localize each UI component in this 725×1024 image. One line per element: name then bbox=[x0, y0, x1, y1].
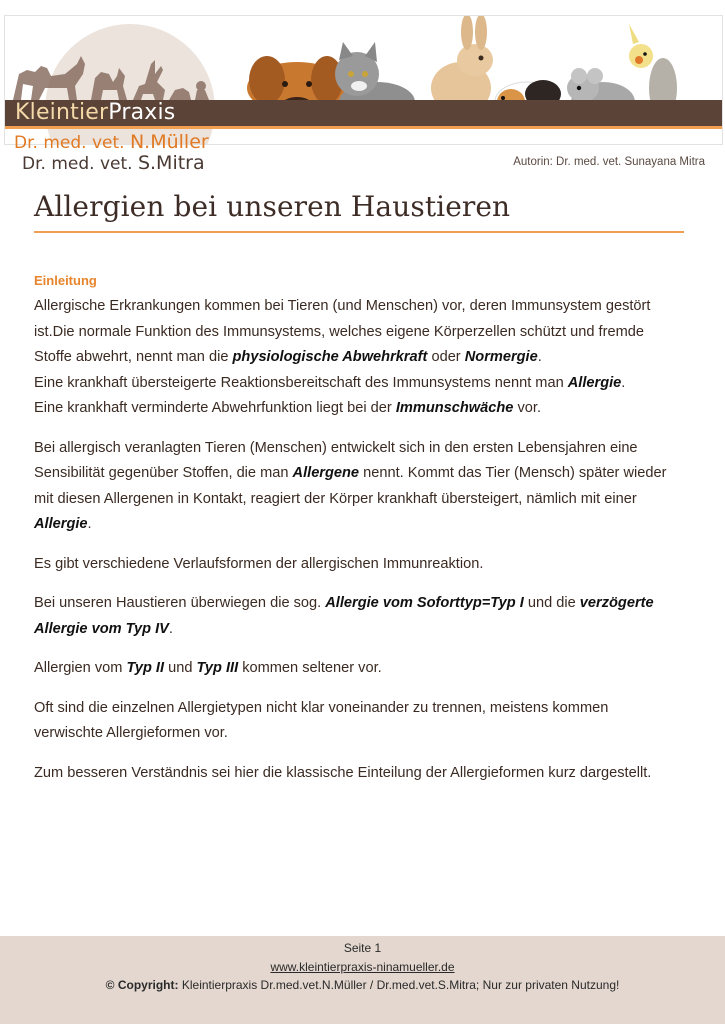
emphasis-term: Allergene bbox=[292, 465, 360, 481]
doctor-1-name: N.Müller bbox=[129, 131, 209, 153]
text-line bbox=[34, 345, 694, 371]
paragraph-intro bbox=[34, 294, 694, 422]
brand-logo-light: Kleintier bbox=[15, 100, 109, 125]
paragraph-mixed bbox=[34, 696, 694, 747]
text-span: und bbox=[164, 660, 197, 676]
text-line: ist.Die normale Funktion des Immunsystems, welches eigene Körperzellen schützt und fremde bbox=[34, 323, 644, 340]
emphasis-term: Typ III bbox=[196, 660, 239, 676]
text-span: oder bbox=[427, 349, 465, 365]
paragraph-forms bbox=[34, 552, 694, 578]
text-line: Es gibt verschiedene Verlaufsformen der allergischen Immunreaktion. bbox=[34, 555, 484, 572]
author-line: Autorin: Dr. med. vet. Sunayana Mitra bbox=[513, 156, 705, 168]
emphasis-term: Allergie bbox=[34, 516, 88, 532]
text-line: Bei allergisch veranlagten Tieren (Menschen) entwickelt sich in den ersten Lebensjahren eine bbox=[34, 439, 638, 456]
text-span: . bbox=[537, 349, 542, 365]
text-line bbox=[34, 461, 694, 487]
doctor-2-prefix: Dr. med. vet. bbox=[22, 154, 133, 174]
text-line bbox=[34, 371, 694, 397]
text-line: Zum besseren Verständnis sei hier die klassische Einteilung der Allergieformen kurz dargestellt. bbox=[34, 764, 652, 781]
emphasis-term: verzögerte bbox=[579, 595, 654, 611]
emphasis-term: Typ II bbox=[126, 660, 165, 676]
text-line: verwischte Allergieformen vor. bbox=[34, 725, 228, 741]
doctor-2-name: S.Mitra bbox=[137, 152, 205, 174]
emphasis-term: Allergie bbox=[567, 374, 622, 391]
page-title: Allergien bei unseren Haustieren bbox=[34, 190, 511, 223]
text-line bbox=[34, 656, 694, 682]
text-line: Oft sind die einzelnen Allergietypen nicht klar voneinander zu trennen, meistens kommen bbox=[34, 699, 609, 716]
paragraph-sensitization bbox=[34, 436, 694, 538]
paragraph-types-main bbox=[34, 591, 694, 642]
doctor-name-1 bbox=[14, 131, 209, 153]
text-span: und die bbox=[523, 595, 580, 611]
paragraph-types-rare bbox=[34, 656, 694, 682]
text-span: Eine krankhaft verminderte Abwehrfunktion liegt bei der bbox=[34, 400, 396, 416]
website-link[interactable]: www.kleintierpraxis-ninamueller.de bbox=[270, 960, 455, 974]
text-span: . bbox=[168, 620, 173, 637]
footer-url-line bbox=[0, 960, 725, 974]
emphasis-term: Allergie vom Typ IV bbox=[34, 620, 169, 637]
text-span: . bbox=[87, 516, 92, 532]
text-span: Stoffe abwehrt, nennt man die bbox=[34, 349, 233, 365]
emphasis-term: Normergie bbox=[464, 349, 538, 365]
animal-silhouettes-icon bbox=[13, 56, 209, 100]
header-banner bbox=[4, 15, 723, 145]
page-footer bbox=[0, 936, 725, 1024]
section-heading: Einleitung bbox=[34, 273, 97, 288]
text-line bbox=[34, 617, 694, 643]
emphasis-term: Allergie vom Soforttyp=Typ I bbox=[325, 595, 524, 611]
copyright-text: Kleintierpraxis Dr.med.vet.N.Müller / Dr.med.vet.S.Mitra; Nur zur privaten Nutzung! bbox=[178, 978, 620, 992]
text-span: Eine krankhaft übersteigerte Reaktionsbereitschaft des Immunsystems nennt man bbox=[34, 374, 568, 391]
doctor-1-prefix: Dr. med. vet. bbox=[14, 133, 125, 153]
emphasis-term: Immunschwäche bbox=[395, 400, 514, 416]
text-line: Allergische Erkrankungen kommen bei Tieren (und Menschen) vor, deren Immunsystem gestört bbox=[34, 298, 651, 314]
article-body bbox=[34, 273, 694, 786]
text-span: kommen seltener vor. bbox=[238, 660, 382, 676]
brand-logo bbox=[15, 102, 175, 124]
text-span: Bei unseren Haustieren überwiegen die sog. bbox=[34, 595, 326, 611]
text-span: Sensibilität gegenüber Stoffen, die man bbox=[34, 465, 293, 481]
text-line bbox=[34, 396, 694, 422]
copyright-label: © Copyright: bbox=[105, 978, 179, 992]
text-line: mit diesen Allergenen in Kontakt, reagiert der Körper krankhaft übersteigert, nämlich mit einer bbox=[34, 490, 637, 507]
banner-accent-line bbox=[5, 126, 723, 129]
text-line bbox=[34, 512, 694, 538]
page-number: Seite 1 bbox=[343, 941, 382, 955]
copyright-line bbox=[0, 978, 725, 992]
title-divider bbox=[34, 231, 684, 233]
text-line bbox=[34, 591, 694, 617]
emphasis-term: physiologische Abwehrkraft bbox=[232, 349, 428, 365]
doctor-name-2 bbox=[22, 152, 205, 174]
text-span: Allergien vom bbox=[34, 660, 127, 676]
paragraph-outro bbox=[34, 761, 694, 787]
text-span: . bbox=[621, 374, 626, 391]
brand-logo-bold: Praxis bbox=[108, 100, 176, 125]
text-span: vor. bbox=[513, 400, 541, 416]
text-span: nennt. Kommt das Tier (Mensch) später wieder bbox=[359, 465, 667, 481]
